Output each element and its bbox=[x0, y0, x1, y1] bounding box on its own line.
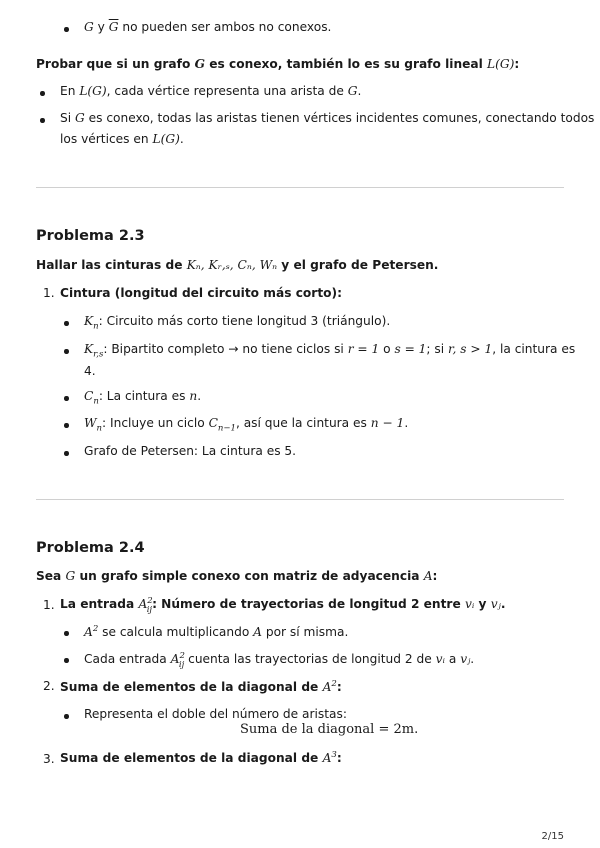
list-item: $W_n$: Incluye un ciclo $C_{n-1}$, así que la cintura es n − 1. bbox=[84, 416, 409, 434]
list-item: Suma de elementos de la diagonal de $A^3$: bbox=[60, 750, 342, 766]
list-item: $K_{r,s}$: Bipartito completo → no tiene ciclos si r = 1 o s = 1; si r, s > 1, la cintura es bbox=[84, 342, 576, 360]
section-title: Problema 2.3 bbox=[36, 228, 145, 244]
section-heading: Probar que si un grafo G es conexo, también lo es su grafo lineal L(G): bbox=[36, 57, 520, 71]
section-title: Problema 2.4 bbox=[36, 540, 145, 556]
list-item: $K_n$: Circuito más corto tiene longitud 3 (triángulo). bbox=[84, 314, 391, 332]
problem-statement: Sea G un grafo simple conexo con matriz de adyacencia A: bbox=[36, 569, 438, 583]
divider bbox=[36, 499, 564, 500]
list-number: 3. bbox=[43, 752, 55, 766]
list-number: 1. bbox=[43, 598, 55, 612]
list-item: $C_n$: La cintura es n. bbox=[84, 389, 202, 407]
list-item-continuation: los vértices en L(G). bbox=[60, 132, 184, 146]
divider bbox=[36, 187, 564, 188]
list-item: Suma de elementos de la diagonal de $A^2$: bbox=[60, 679, 342, 695]
list-number: 2. bbox=[43, 679, 55, 693]
list-item: En L(G), cada vértice representa una arista de G. bbox=[60, 84, 362, 98]
list-item: La entrada $A^2_{ij}$: Número de trayectorias de longitud 2 entre vᵢ y vⱼ. bbox=[60, 596, 506, 615]
problem-statement: Hallar las cinturas de Kₙ, Kᵣ,ₛ, Cₙ, Wₙ y el grafo de Petersen. bbox=[36, 258, 439, 272]
list-item: Cada entrada $A^2_{ij}$ cuenta las trayectorias de longitud 2 de vᵢ a vⱼ. bbox=[84, 651, 475, 670]
formula: Suma de la diagonal = 2m. bbox=[240, 722, 419, 737]
list-item: Si G es conexo, todas las aristas tienen vértices incidentes comunes, conectando todos bbox=[60, 111, 595, 125]
list-item: Representa el doble del número de aristas: bbox=[84, 707, 347, 721]
list-item: Cintura (longitud del circuito más corto): bbox=[60, 286, 342, 300]
list-item: $A^2$ se calcula multiplicando A por sí misma. bbox=[84, 624, 349, 640]
page-number: 2/15 bbox=[541, 831, 564, 842]
list-number: 1. bbox=[43, 286, 55, 300]
list-item: Grafo de Petersen: La cintura es 5. bbox=[84, 444, 297, 458]
list-item: G y $\overline{G}$ no pueden ser ambos no conexos. bbox=[84, 20, 332, 34]
list-item-continuation: 4. bbox=[84, 364, 96, 378]
